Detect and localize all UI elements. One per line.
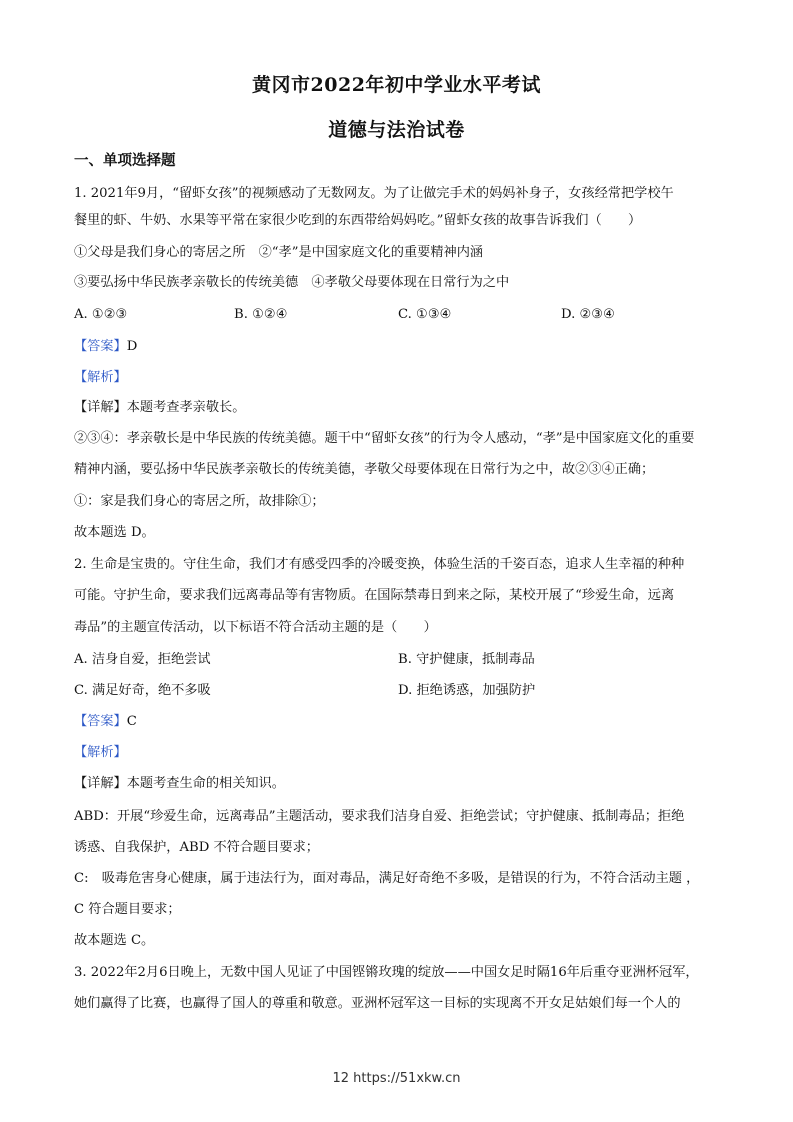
page-footer: 12 https://51xkw.cn (332, 1071, 461, 1086)
q2-option-b: B. 守护健康，抵制毒品 (398, 652, 535, 667)
q2-analysis-tag: 【解析】 (74, 745, 127, 760)
q1-option-d: D. ②③④ (561, 307, 615, 322)
q1-option-a: A. ①②③ (74, 307, 128, 322)
q1-stem-line-2: 餐里的虾、牛奶、水果等平常在家很少吃到的东西带给妈妈吃。”留虾女孩的故事告诉我们（ ） (74, 213, 642, 228)
q2-stem-line-3: 毒品”的主题宣传活动，以下标语不符合活动主题的是（ ） (74, 620, 437, 635)
q1-item-line-2: ③要弘扬中华民族孝亲敬长的传统美德 ④孝敬父母要体现在日常行为之中 (74, 275, 510, 290)
q2-option-d: D. 拒绝诱惑，加强防护 (398, 683, 536, 698)
q1-option-b: B. ①②④ (234, 307, 288, 322)
q1-explanation-line-2: 精神内涵，要弘扬中华民族孝亲敬长的传统美德，孝敬父母要体现在日常行为之中，故②③④正确； (74, 462, 655, 477)
q2-explanation-line-2: 诱惑、自我保护，ABD 不符合题目要求； (74, 840, 319, 855)
q3-stem-line-1: 3. 2022年2月6日晚上，无数中国人见证了中国铿锵玫瑰的绽放——中国女足时隔16年后重夺亚洲杯冠军， (74, 965, 699, 980)
q1-stem-line-1: 1. 2021年9月，“留虾女孩”的视频感动了无数网友。为了让做完手术的妈妈补身子，女孩经常把学校午 (74, 186, 674, 201)
q1-explanation-line-3: ①：家是我们身心的寄居之所，故排除①； (74, 494, 325, 509)
q3-stem-line-2: 她们赢得了比赛，也赢得了国人的尊重和敬意。亚洲杯冠军这一目标的实现离不开女足姑娘们每一个人的 (74, 996, 681, 1011)
q1-answer (74, 338, 724, 356)
answer-value: D (126, 339, 138, 354)
section-heading: 一、单项选择题 (74, 152, 176, 169)
q2-conclusion: 故本题选 C。 (74, 933, 155, 948)
q1-option-c: C. ①③④ (398, 307, 452, 322)
q1-item-line-1: ①父母是我们身心的寄居之所 ②“孝”是中国家庭文化的重要精神内涵 (74, 245, 484, 260)
answer-value: C (126, 714, 137, 729)
q1-explanation-line-1: ②③④：孝亲敬长是中华民族的传统美德。题干中“留虾女孩”的行为令人感动，“孝”是中国家庭文化的重要 (74, 431, 695, 446)
q2-answer (74, 713, 724, 731)
q2-detail: 【详解】本题考查生命的相关知识。 (74, 776, 285, 791)
q2-explanation-line-4: C 符合题目要求； (74, 902, 181, 917)
q2-stem-line-2: 可能。守护生命，要求我们远离毒品等有害物质。在国际禁毒日到来之际，某校开展了“珍爱生命，远离 (74, 588, 675, 603)
q2-explanation-line-1: ABD：开展“珍爱生命，远离毒品”主题活动，要求我们洁身自爱、拒绝尝试；守护健康、抵制毒品；拒绝 (74, 809, 685, 824)
q1-analysis-tag: 【解析】 (74, 370, 127, 385)
q1-detail: 【详解】本题考查孝亲敬长。 (74, 400, 246, 415)
q1-conclusion: 故本题选 D。 (74, 525, 155, 540)
answer-tag: 【答案】 (74, 339, 127, 354)
q2-option-a: A. 洁身自爱，拒绝尝试 (74, 652, 211, 667)
document-title: 黄冈市2022年初中学业水平考试 (252, 74, 541, 96)
document-subtitle: 道德与法治试卷 (328, 119, 465, 141)
answer-tag: 【答案】 (74, 714, 127, 729)
q2-explanation-line-3: C: 吸毒危害身心健康，属于违法行为，面对毒品，满足好奇绝不多吸，是错误的行为，不符合活动主题 ， (74, 871, 700, 886)
q2-stem-line-1: 2. 生命是宝贵的。守住生命，我们才有感受四季的冷暖变换，体验生活的千姿百态，追求人生幸福的种种 (74, 557, 685, 572)
q2-option-c: C. 满足好奇，绝不多吸 (74, 683, 211, 698)
